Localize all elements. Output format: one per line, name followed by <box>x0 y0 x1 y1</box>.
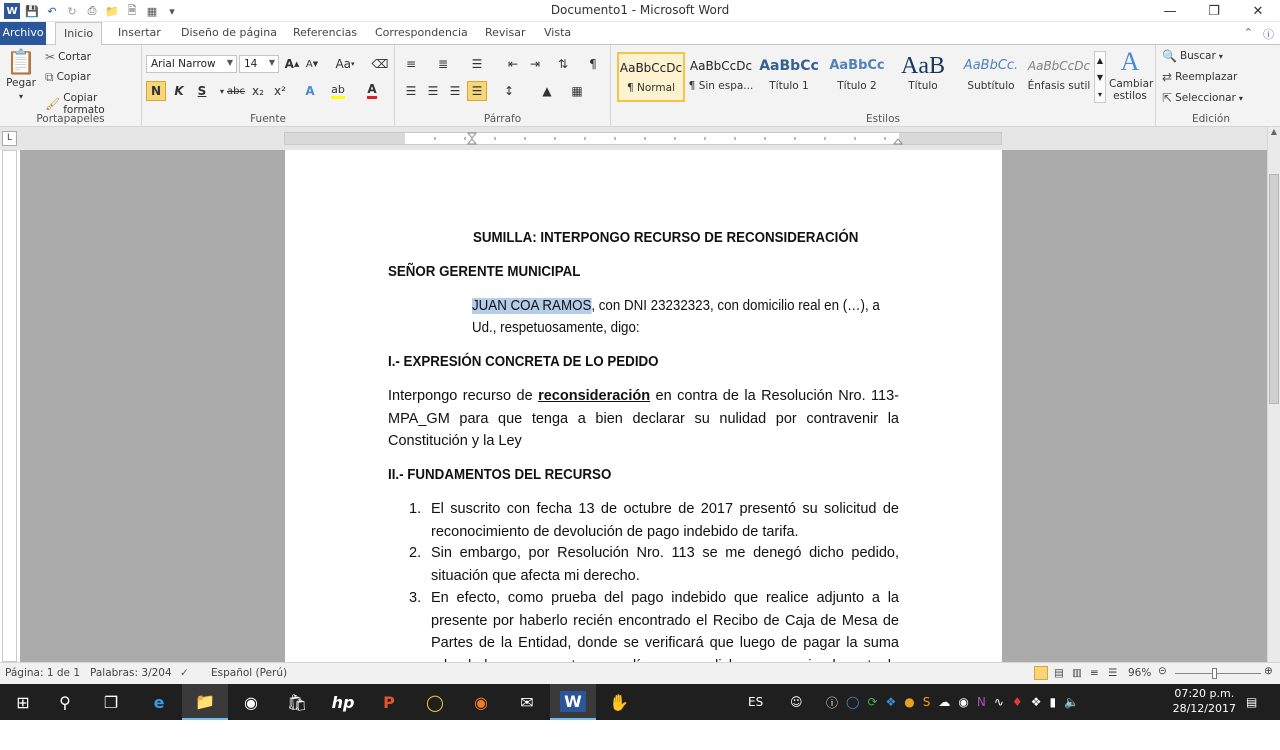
save-icon[interactable]: 💾 <box>25 4 39 18</box>
vertical-scrollbar[interactable] <box>1267 127 1280 662</box>
task-view-icon[interactable]: ❐ <box>103 692 119 712</box>
list-item-3: En efecto, como prueba del pago indebido que realice adjunto a la presente por haberlo recién encontrado el Recibo de Caja de Mesa de Partes de la Entidad, donde se verificará que luego de pagar la suma <box>431 590 899 651</box>
tab-vista[interactable]: Vista <box>544 26 572 39</box>
tab-archivo[interactable]: Archivo <box>0 22 46 45</box>
shield-icon[interactable]: ◯ <box>846 695 860 709</box>
list-number-1: 1. <box>409 501 422 517</box>
style-titulo-1[interactable]: AaBbCc Título 1 <box>759 58 819 92</box>
proofing-icon[interactable]: ✓ <box>180 667 189 679</box>
hp-icon[interactable]: hp <box>331 692 355 712</box>
style-sin-espaciado[interactable]: AaBbCcDc ¶ Sin espa... <box>688 59 754 92</box>
change-case-button[interactable]: Aa ▾ <box>335 57 355 71</box>
find-button[interactable]: 🔍 Buscar ▾ <box>1162 49 1223 63</box>
superscript-button[interactable]: x² <box>274 84 286 98</box>
outline-icon[interactable]: ≡ <box>1090 667 1099 679</box>
cut-button[interactable]: ✂ Cortar <box>45 50 92 64</box>
ruler-row <box>0 127 1280 150</box>
list-number-2: 2. <box>409 545 422 561</box>
clipboard-group <box>0 45 142 127</box>
zoom-level[interactable]: 96% <box>1128 667 1152 679</box>
copy-button[interactable]: ⧉ Copiar <box>45 70 91 84</box>
help-icon[interactable]: ⓘ <box>1263 28 1274 41</box>
word-taskbar-icon[interactable]: W <box>550 684 596 720</box>
dropbox-tray-icon[interactable]: ❖ <box>1030 695 1042 709</box>
line-spacing-icon[interactable]: ↕ <box>503 84 515 98</box>
replace-button[interactable]: ⇄ Reemplazar <box>1162 70 1238 84</box>
sumilla-heading: SUMILLA: INTERPONGO RECURSO DE RECONSIDERACIÓN <box>473 230 859 246</box>
web-layout-icon[interactable]: ▥ <box>1072 667 1082 679</box>
edge-icon[interactable]: e <box>153 692 165 712</box>
ruler-ticks <box>285 133 1001 144</box>
bullets-icon[interactable]: ≡ <box>405 57 417 71</box>
title-bar <box>0 0 1280 22</box>
undo-icon[interactable]: ↶ <box>47 4 57 18</box>
scroll-thumb[interactable] <box>1269 174 1279 404</box>
subscript-button[interactable]: x₂ <box>252 84 264 98</box>
people-icon[interactable]: ☺ <box>790 695 803 709</box>
numbering-icon[interactable]: ≣ <box>437 57 449 71</box>
increase-indent-icon[interactable]: ⇥ <box>529 57 541 71</box>
style-titulo-2[interactable]: AaBbCc Título 2 <box>829 58 885 92</box>
decrease-indent-icon[interactable]: ⇤ <box>507 57 519 71</box>
tab-inicio[interactable]: Inicio <box>55 22 102 46</box>
word-app-icon[interactable]: W <box>4 3 20 19</box>
cloud-icon[interactable]: ☁ <box>938 695 951 709</box>
paragraph-1: Interpongo recurso de reconsideración en contra de la Resolución Nro. 113-MPA_GM para que tenga a bien declarar su nulidad por contravenir la Constitución y la Ley <box>388 388 899 449</box>
font-color-icon[interactable]: A <box>362 81 382 101</box>
intro-line-1: JUAN COA RAMOS, con DNI 23232323, con domicilio real en (…), a <box>472 298 880 314</box>
ribbon-tabs <box>0 22 1280 45</box>
help-tray-icon[interactable]: ⓘ <box>826 695 839 710</box>
replace-icon: ⇄ <box>1162 70 1173 84</box>
align-right-icon[interactable]: ☰ <box>449 84 461 98</box>
chrome-icon[interactable]: ◯ <box>426 692 444 712</box>
sync-icon[interactable]: ⟳ <box>867 695 878 709</box>
mail-icon[interactable]: ✉ <box>520 692 534 712</box>
style-titulo[interactable]: AaB Título <box>901 53 945 92</box>
windows-taskbar <box>0 684 1280 720</box>
strikethrough-button[interactable]: abc <box>227 85 245 97</box>
styles-group <box>611 45 1156 127</box>
app-icon[interactable]: ✋ <box>609 692 629 712</box>
network-icon[interactable]: ◉ <box>958 695 969 709</box>
style-subtitulo[interactable]: AaBbCc. Subtítulo <box>963 58 1019 92</box>
chevron-down-icon: ▾ <box>1238 93 1243 103</box>
horizontal-ruler[interactable] <box>284 132 1002 145</box>
list-item-2: Sin embargo, por Resolución Nro. 113 se me denegó dicho pedido, situación que afecta mi derecho. <box>431 545 899 584</box>
underline-button[interactable]: S <box>197 84 207 98</box>
addressee-line: SEÑOR GERENTE MUNICIPAL <box>388 264 581 280</box>
vertical-ruler[interactable] <box>2 150 17 662</box>
tab-revisar[interactable]: Revisar <box>485 26 526 39</box>
change-styles-button[interactable]: A Cambiar estilos <box>1109 47 1154 102</box>
full-screen-reading-icon[interactable]: ▤ <box>1054 667 1064 679</box>
list-item-1: El suscrito con fecha 13 de octubre de 2017 presentó su solicitud de reconocimiento de devolución de pago indebido de tarifa. <box>431 501 899 540</box>
minimize-ribbon-icon[interactable]: ⌃ <box>1243 26 1253 39</box>
tab-diseno-pagina[interactable]: Diseño de página <box>181 26 277 39</box>
chevron-down-icon: ▼ <box>268 58 275 67</box>
notification-icon[interactable]: ▤ <box>1246 695 1258 709</box>
italic-button[interactable]: K <box>174 84 184 98</box>
zoom-in-icon[interactable]: ⊕ <box>1264 665 1273 677</box>
print-icon[interactable]: ⎙ <box>87 4 97 17</box>
sort-icon[interactable]: ⇅ <box>557 57 569 71</box>
paste-dropdown-icon: ▾ <box>18 92 23 101</box>
tray-icons <box>826 684 1079 720</box>
format-painter-button[interactable]: 🖌 Copiar formato <box>45 92 105 116</box>
text-effects-icon[interactable]: A <box>305 84 315 98</box>
styles-a-icon: A <box>1120 47 1140 76</box>
draft-icon[interactable]: ☰ <box>1108 667 1118 679</box>
firefox-icon[interactable]: ◉ <box>474 692 488 712</box>
status-bar <box>0 662 1280 684</box>
font-name-combo[interactable]: Arial Narrow ▼ <box>146 55 237 73</box>
borders-icon[interactable]: ▦ <box>571 84 583 98</box>
file-explorer-icon[interactable]: 📁 <box>182 684 228 720</box>
battery-icon[interactable]: ▮ <box>1049 695 1057 709</box>
search-icon[interactable]: ⚲ <box>59 692 71 712</box>
justify-icon[interactable]: ☰ <box>467 81 487 101</box>
editing-group-label: Edición <box>1192 113 1230 125</box>
copy-icon: ⧉ <box>45 70 54 84</box>
tab-insertar[interactable]: Insertar <box>118 26 161 39</box>
list-number-3: 3. <box>409 590 422 606</box>
zoom-slider[interactable] <box>1175 673 1261 674</box>
onenote-icon[interactable]: N <box>976 695 986 709</box>
bold-button[interactable]: N <box>146 81 166 101</box>
clock[interactable]: 07:20 p.m. 28/12/2017 <box>1172 687 1236 715</box>
section-1-heading: I.- EXPRESIÓN CONCRETA DE LO PEDIDO <box>388 354 659 370</box>
tab-referencias[interactable]: Referencias <box>293 26 358 39</box>
binoculars-icon: 🔍 <box>1162 49 1177 63</box>
wifi-icon[interactable]: ∿ <box>993 695 1004 709</box>
tab-selector[interactable]: L <box>2 131 17 146</box>
font-size-combo[interactable]: 14 ▼ <box>239 55 279 73</box>
scissors-icon: ✂ <box>45 50 56 64</box>
security-icon[interactable]: ● <box>904 695 915 709</box>
dropbox-icon[interactable]: ❖ <box>885 695 897 709</box>
selected-name[interactable]: JUAN COA RAMOS <box>472 298 592 314</box>
print-layout-icon[interactable] <box>1034 666 1048 680</box>
redo-icon[interactable]: ↻ <box>67 4 77 18</box>
highlight-color-icon[interactable]: ab <box>328 81 348 101</box>
window-title: Documento1 - Microsoft Word <box>550 3 730 17</box>
paragraph-group <box>395 45 611 127</box>
align-left-icon[interactable]: ☰ <box>405 84 417 98</box>
paintbrush-icon: 🖌 <box>45 97 61 111</box>
s-app-icon[interactable]: S <box>922 695 931 709</box>
zoom-slider-handle[interactable] <box>1212 668 1217 679</box>
ribbon <box>0 45 1280 127</box>
zoom-out-icon[interactable]: ⊝ <box>1158 665 1167 677</box>
customize-qat-icon[interactable]: ▾ <box>169 4 175 18</box>
antivirus-icon[interactable]: ♦ <box>1011 695 1023 709</box>
clear-formatting-icon[interactable]: ⌫ <box>371 57 389 71</box>
align-center-icon[interactable]: ☰ <box>427 84 439 98</box>
chevron-down-icon: ▼ <box>226 58 233 67</box>
word-count[interactable]: Palabras: 3/204 <box>90 667 172 679</box>
minimize-button[interactable]: — <box>1163 3 1177 19</box>
tab-correspondencia[interactable]: Correspondencia <box>375 26 468 39</box>
shading-icon[interactable]: ▲ <box>542 84 552 98</box>
shrink-font-button[interactable]: A ▼ <box>305 58 319 70</box>
styles-group-label: Estilos <box>866 113 900 125</box>
section-2-heading: II.- FUNDAMENTOS DEL RECURSO <box>388 467 612 483</box>
font-group <box>142 45 395 127</box>
document-page[interactable] <box>285 150 1002 750</box>
volume-icon[interactable]: 🔈 <box>1064 695 1080 709</box>
scroll-up-icon[interactable]: ▲ <box>1270 127 1278 136</box>
chevron-down-icon: ▾ <box>1218 51 1223 61</box>
multilevel-list-icon[interactable]: ☰ <box>471 57 483 71</box>
clipboard-icon: 📋 <box>6 48 36 76</box>
paragraph-group-label: Párrafo <box>483 113 522 125</box>
style-normal[interactable]: AaBbCcDc ¶ Normal <box>617 52 685 102</box>
intro-line-2: Ud., respetuosamente, digo: <box>472 320 640 336</box>
restore-button[interactable]: ❐ <box>1208 3 1220 19</box>
select-button[interactable]: ⇱ Seleccionar ▾ <box>1162 91 1243 105</box>
close-button[interactable]: ✕ <box>1252 3 1264 19</box>
language-tray[interactable]: ES <box>748 695 764 709</box>
media-icon[interactable]: ◉ <box>244 692 258 712</box>
store-icon[interactable]: 🛍 <box>286 692 308 712</box>
new-document-icon[interactable]: 🗎 <box>127 3 137 17</box>
language-indicator[interactable]: Español (Perú) <box>211 667 288 679</box>
print-preview-icon[interactable]: ▦ <box>146 4 158 18</box>
select-cursor-icon: ⇱ <box>1162 91 1173 105</box>
clipboard-group-label: Portapapeles <box>36 113 105 125</box>
paste-button[interactable]: 📋 Pegar ▾ <box>6 48 36 101</box>
styles-scroll[interactable]: ▲ ▼ ▾ <box>1094 51 1106 103</box>
powerpoint-icon[interactable]: P <box>383 692 395 712</box>
document-area[interactable] <box>20 150 1267 662</box>
font-group-label: Fuente <box>250 113 286 125</box>
grow-font-button[interactable]: A ▲ <box>284 57 300 71</box>
show-marks-button[interactable]: ¶ <box>589 57 597 71</box>
editing-group <box>1156 45 1266 127</box>
open-icon[interactable]: 📁 <box>105 4 119 18</box>
style-enfasis-sutil[interactable]: AaBbCcDc Énfasis sutil <box>1027 59 1091 92</box>
windows-start-icon[interactable]: ⊞ <box>16 692 30 712</box>
underline-dropdown-icon[interactable]: ▾ <box>219 86 224 96</box>
page-count[interactable]: Página: 1 de 1 <box>5 667 81 679</box>
